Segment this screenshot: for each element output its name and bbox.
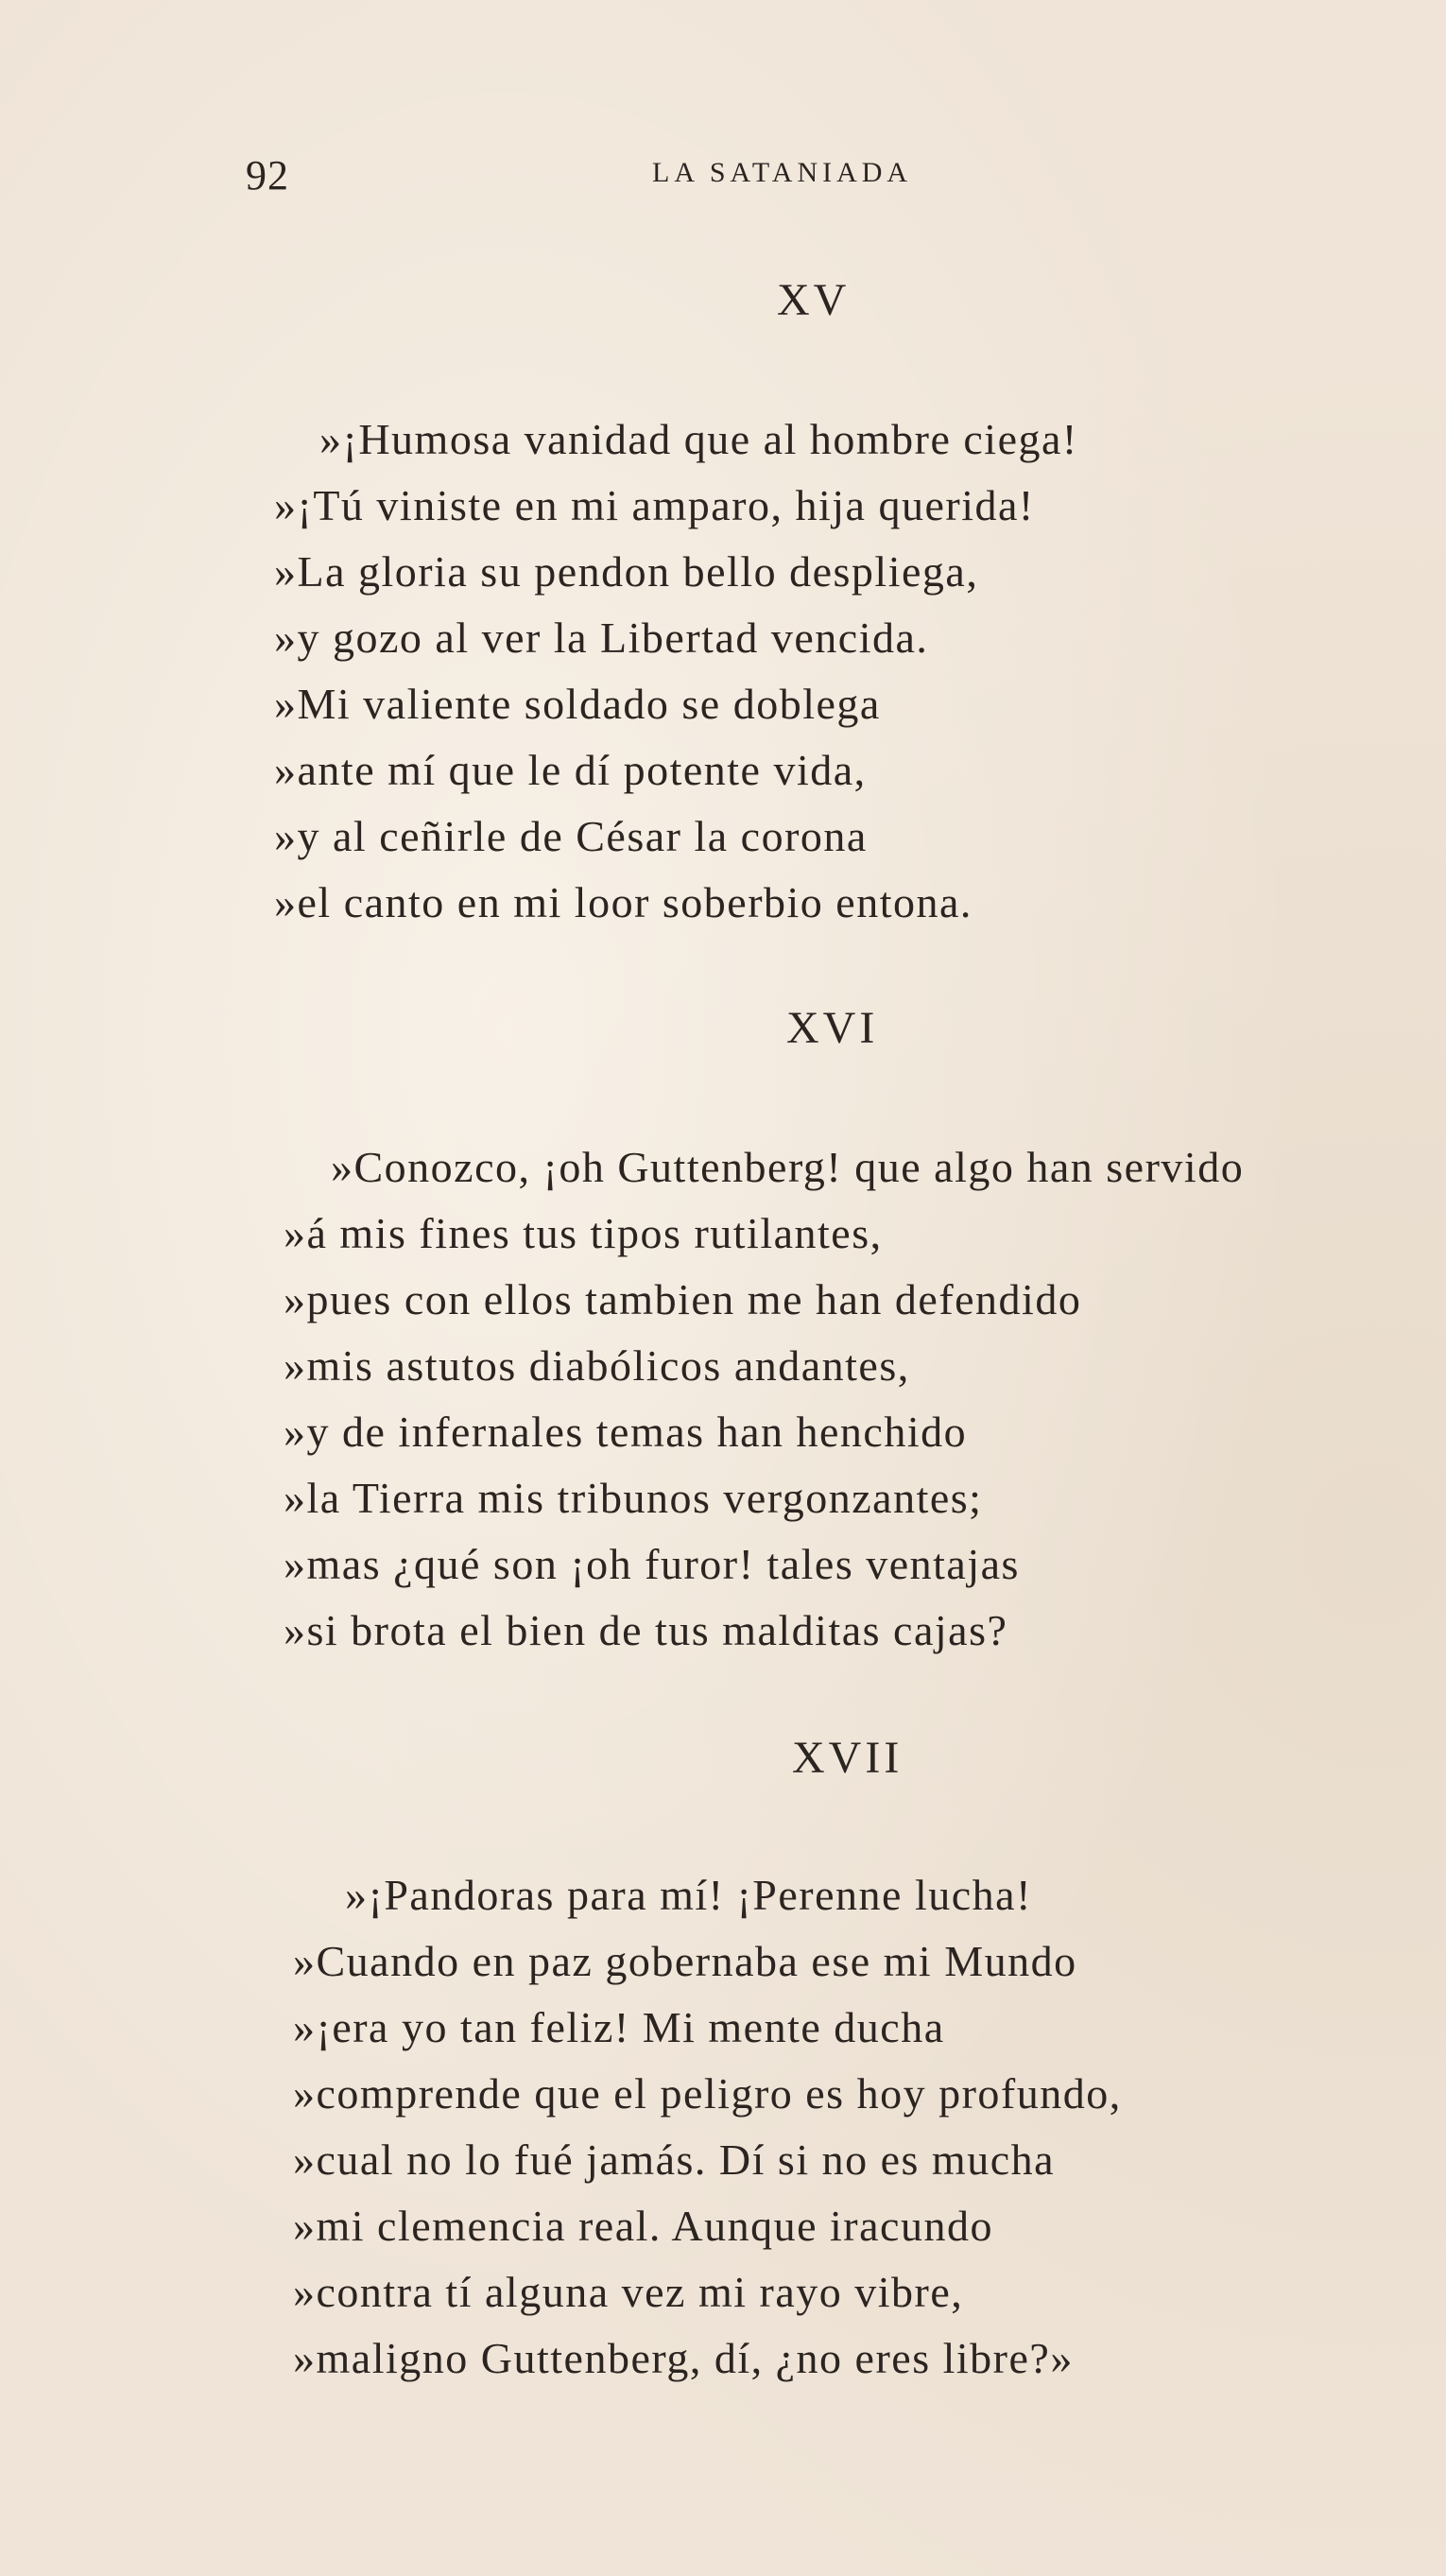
verse-line: »y al ceñirle de César la corona: [274, 812, 868, 860]
stanza-lines: [274, 406, 1078, 936]
verse-line: »cual no lo fué jamás. Dí si no es mucha: [293, 2135, 1056, 2184]
verse-line: »Mi valiente soldado se doblega: [274, 680, 881, 728]
verse-line: »mas ¿qué son ¡oh furor! tales ventajas: [284, 1540, 1020, 1588]
verse-line: »y gozo al ver la Libertad vencida.: [274, 614, 929, 662]
verse-line: »Cuando en paz gobernaba ese mi Mundo: [293, 1937, 1077, 1985]
verse-line: »si brota el bien de tus malditas cajas?: [284, 1606, 1008, 1654]
verse-line: »la Tierra mis tribunos vergonzantes;: [284, 1474, 983, 1522]
verse-line: »¡era yo tan feliz! Mi mente ducha: [293, 2003, 945, 2051]
verse-line: »y de infernales temas han henchido: [284, 1408, 968, 1456]
stanza-numeral: XV: [777, 275, 851, 325]
verse-line: »maligno Guttenberg, dí, ¿no eres libre?»: [293, 2334, 1074, 2382]
verse-line: »mi clemencia real. Aunque iracundo: [293, 2202, 993, 2250]
verse-line: »pues con ellos tambien me han defendido: [284, 1275, 1082, 1323]
book-title: LA SATANIADA: [652, 157, 913, 188]
verse-line: »¡Tú viniste en mi amparo, hija querida!: [274, 481, 1035, 529]
verse-line: »¡Humosa vanidad que al hombre ciega!: [319, 415, 1078, 463]
stanza-lines: [284, 1134, 1244, 1664]
stanza-numeral: XVII: [792, 1733, 904, 1783]
running-header: [246, 151, 964, 208]
verse-line: »La gloria su pendon bello despliega,: [274, 547, 979, 596]
verse-line: »el canto en mi loor soberbio entona.: [274, 878, 973, 926]
page-number: 92: [246, 152, 289, 199]
stanza-numeral: XVI: [786, 1003, 879, 1053]
verse-line: »comprende que el peligro es hoy profundo,: [293, 2069, 1122, 2118]
verse-line: »Conozco, ¡oh Guttenberg! que algo han servido: [331, 1143, 1245, 1191]
verse-line: »mis astutos diabólicos andantes,: [284, 1341, 910, 1390]
verse-line: »contra tí alguna vez mi rayo vibre,: [293, 2268, 964, 2316]
verse-line: »á mis fines tus tipos rutilantes,: [284, 1209, 883, 1257]
verse-line: »¡Pandoras para mí! ¡Perenne lucha!: [345, 1871, 1032, 1919]
stanza-lines: [293, 1862, 1122, 2392]
verse-line: »ante mí que le dí potente vida,: [274, 746, 867, 794]
